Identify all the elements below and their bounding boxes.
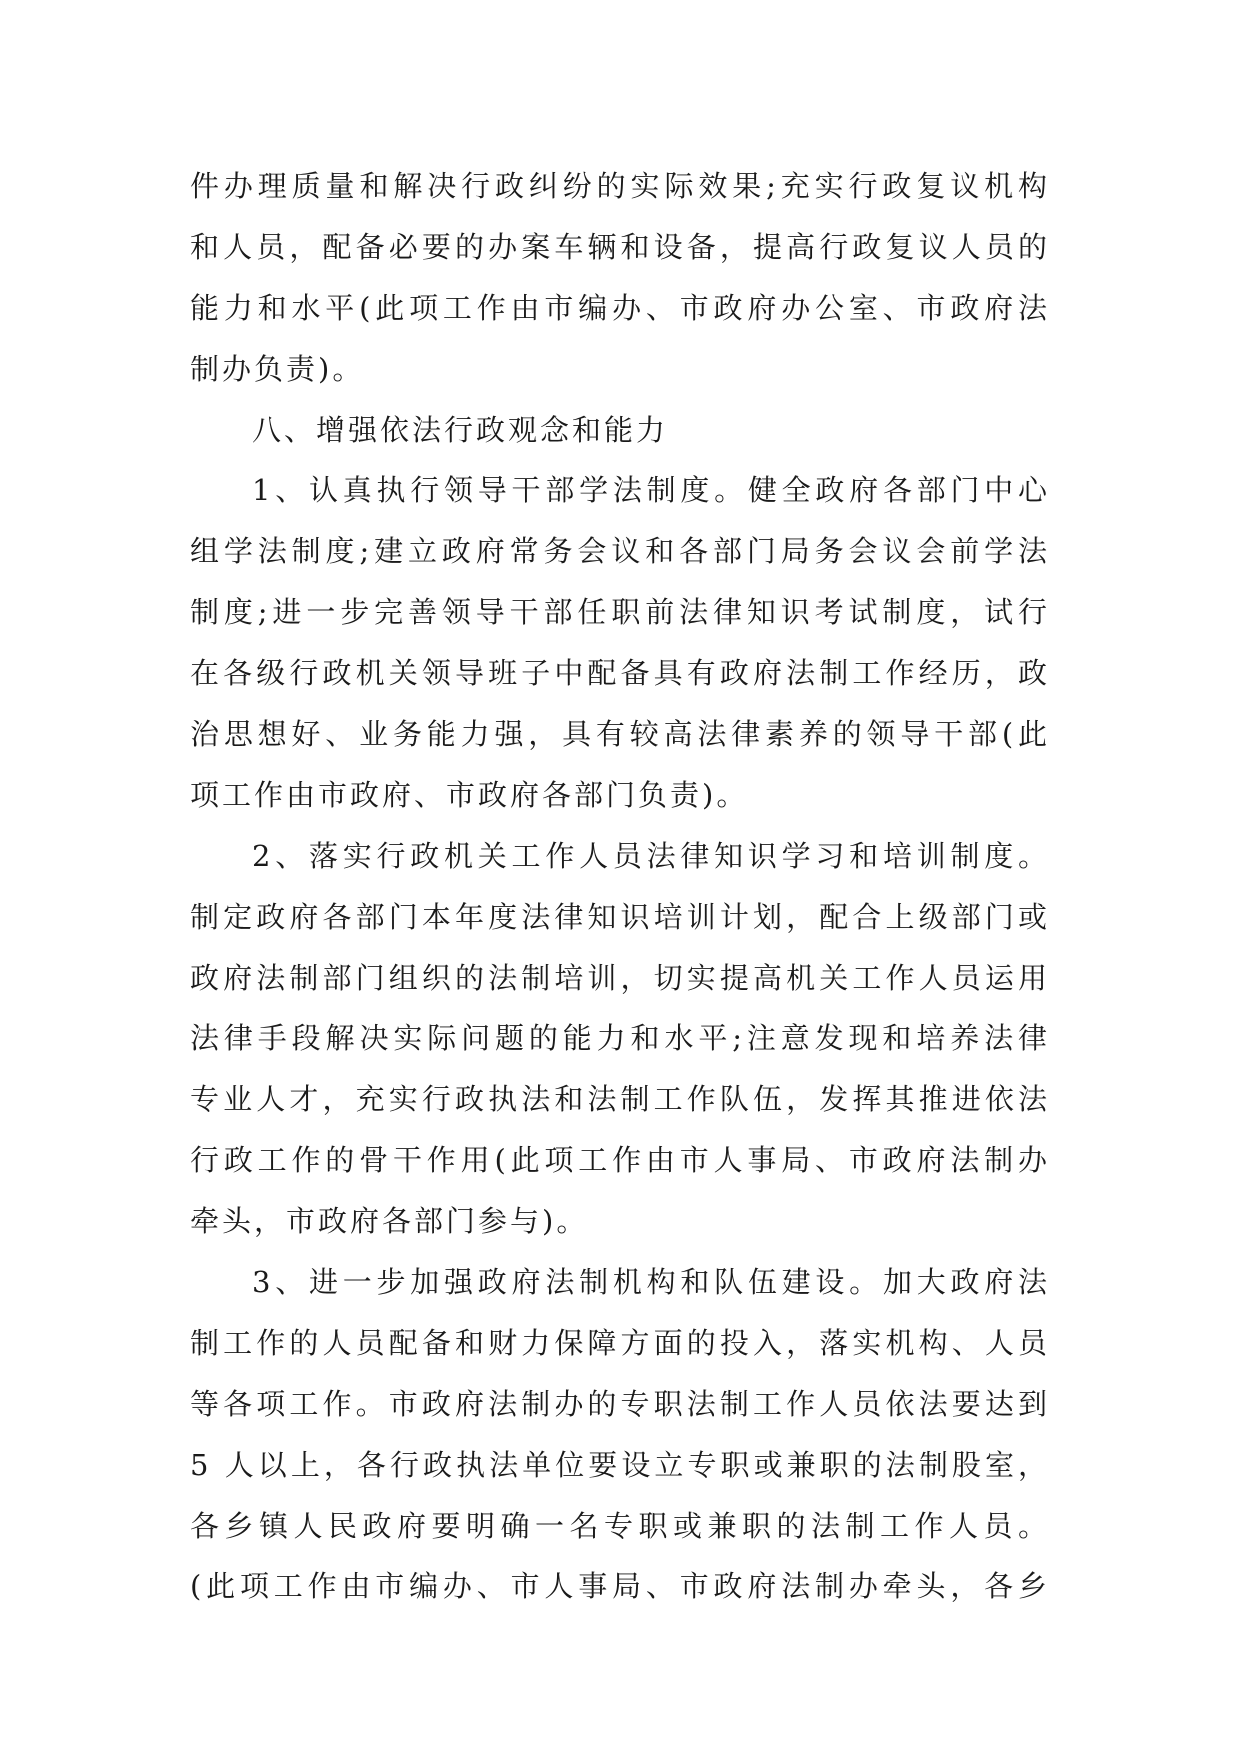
text-line: 等各项工作。市政府法制办的专职法制工作人员依法要达到 [190, 1386, 1050, 1421]
text-line: 组学法制度;建立政府常务会议和各部门局务会议会前学法 [190, 534, 1050, 569]
text-line: 牵头，市政府各部门参与)。 [190, 1204, 589, 1239]
text-line: 治思想好、业务能力强，具有较高法律素养的领导干部(此 [190, 717, 1050, 752]
document-body [190, 156, 1050, 1617]
text-line: 政府法制部门组织的法制培训，切实提高机关工作人员运用 [190, 960, 1050, 995]
text-line: 行政工作的骨干作用(此项工作由市人事局、市政府法制办 [190, 1143, 1050, 1178]
text-line: 制度;进一步完善领导干部任职前法律知识考试制度，试行 [190, 595, 1050, 630]
text-line: 八、增强依法行政观念和能力 [252, 412, 669, 447]
text-line: 5 人以上，各行政执法单位要设立专职或兼职的法制股室， [190, 1447, 1050, 1482]
text-line: 各乡镇人民政府要明确一名专职或兼职的法制工作人员。 [190, 1508, 1050, 1543]
text-line: 法律手段解决实际问题的能力和水平;注意发现和培养法律 [190, 1021, 1050, 1056]
text-line: 3、进一步加强政府法制机构和队伍建设。加大政府法 [252, 1265, 1050, 1300]
text-line: 在各级行政机关领导班子中配备具有政府法制工作经历，政 [190, 656, 1050, 691]
text-line: 制办负责)。 [190, 351, 365, 386]
text-line: 1、认真执行领导干部学法制度。健全政府各部门中心 [252, 473, 1050, 508]
text-line: 制工作的人员配备和财力保障方面的投入，落实机构、人员 [190, 1325, 1050, 1360]
text-line: (此项工作由市编办、市人事局、市政府法制办牵头，各乡 [190, 1569, 1050, 1604]
text-line: 专业人才，充实行政执法和法制工作队伍，发挥其推进依法 [190, 1082, 1050, 1117]
text-line: 项工作由市政府、市政府各部门负责)。 [190, 777, 749, 812]
text-line: 制定政府各部门本年度法律知识培训计划，配合上级部门或 [190, 899, 1050, 934]
text-line: 2、落实行政机关工作人员法律知识学习和培训制度。 [252, 838, 1050, 873]
text-line: 和人员，配备必要的办案车辆和设备，提高行政复议人员的 [190, 229, 1050, 264]
text-line: 能力和水平(此项工作由市编办、市政府办公室、市政府法 [190, 290, 1050, 325]
text-line: 件办理质量和解决行政纠纷的实际效果;充实行政复议机构 [190, 169, 1050, 203]
